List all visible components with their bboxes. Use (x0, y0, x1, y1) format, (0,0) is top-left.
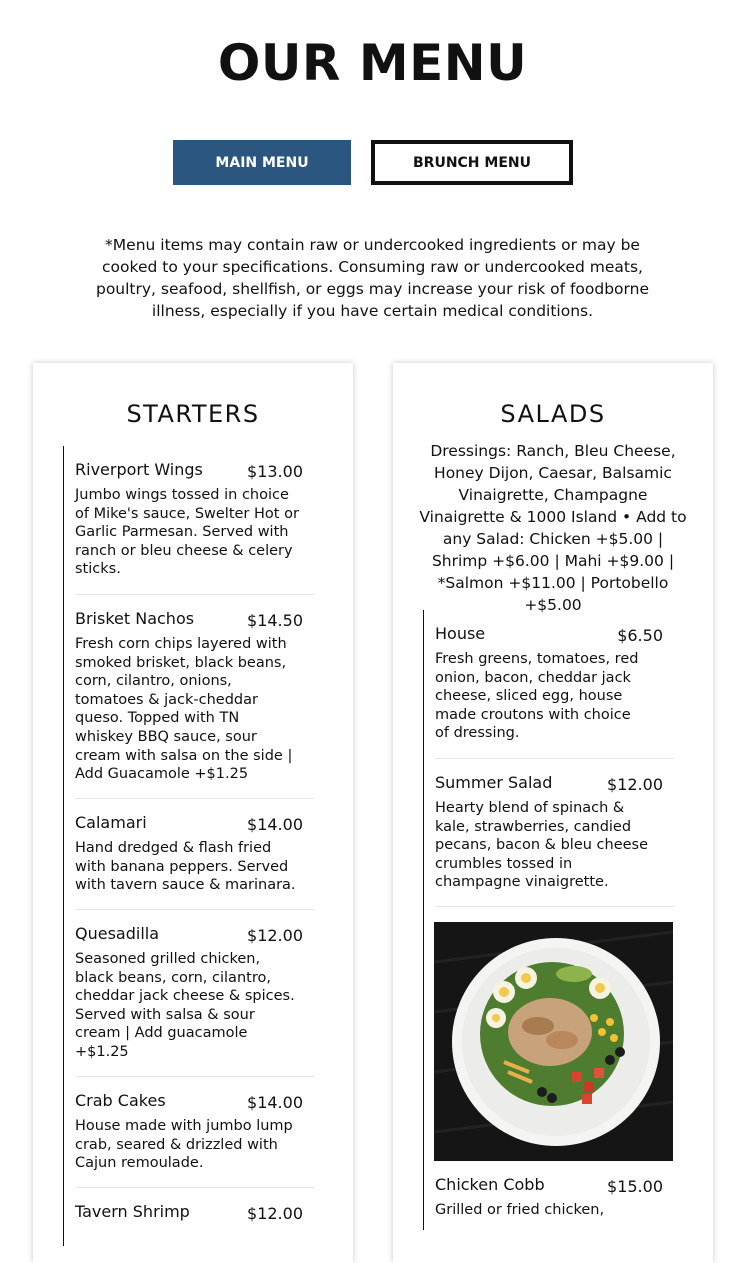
divider (75, 1187, 314, 1188)
page-title: OUR MENU (217, 34, 528, 92)
item-price: $15.00 (607, 1177, 663, 1196)
item-name: Tavern Shrimp (75, 1202, 190, 1221)
salad-dressings-note: Dressings: Ranch, Bleu Cheese, Honey Dijon, Caesar, Balsamic Vinaigrette, Champagne Vinaigrette & 1000 Island • Add to any Salad: Chicken +$5.00 | Shrimp +$6.00 | Mahi +$9.00 | *Salmon +$11.00 | Portobello +$5.00 (419, 442, 687, 614)
item-price: $12.00 (247, 926, 303, 945)
item-price: $14.00 (247, 1093, 303, 1112)
item-description: Seasoned grilled chicken, black beans, corn, cilantro, cheddar jack cheese & spices. Served with salsa & sour cream | Add guacamole +$1.25 (75, 951, 295, 1060)
item-description: Jumbo wings tossed in choice of Mike's sauce, Swelter Hot or Garlic Parmesan. Served with ranch or bleu cheese & celery sticks. (75, 487, 299, 578)
item-description: Fresh corn chips layered with smoked brisket, black beans, corn, cilantro, onions, tomatoes & jack-cheddar queso. Topped with TN whiskey BBQ sauce, sour cream with salsa on the side | Add Guacamole +$1.25 (75, 636, 293, 783)
item-name: Quesadilla (75, 924, 160, 943)
item-price: $12.00 (247, 1204, 303, 1223)
item-description: Hearty blend of spinach & kale, strawberries, candied pecans, bacon & bleu cheese crumbles tossed in champagne vinaigrette. (435, 800, 649, 891)
item-name: Riverport Wings (75, 460, 203, 479)
starters-list (63, 446, 314, 1246)
divider (435, 906, 674, 907)
item-description: Hand dredged & flash fried with banana peppers. Served with tavern sauce & marinara. (75, 840, 296, 894)
item-price: $14.50 (247, 611, 303, 630)
item-name: Chicken Cobb (435, 1175, 545, 1194)
tab-main-menu[interactable]: MAIN MENU (173, 140, 351, 185)
item-name: House (435, 624, 486, 643)
item-name: Calamari (75, 813, 147, 832)
tab-brunch-menu[interactable]: BRUNCH MENU (371, 140, 573, 185)
item-price: $6.50 (617, 626, 663, 645)
item-name: Summer Salad (435, 773, 553, 792)
divider (75, 909, 314, 910)
item-price: $13.00 (247, 462, 303, 481)
salads-title: SALADS (500, 400, 606, 428)
item-description: House made with jumbo lump crab, seared & drizzled with Cajun remoulade. (75, 1118, 293, 1172)
divider (435, 758, 674, 759)
item-name: Crab Cakes (75, 1091, 166, 1110)
starters-title: STARTERS (126, 400, 260, 428)
divider (75, 594, 314, 595)
item-price: $12.00 (607, 775, 663, 794)
item-price: $14.00 (247, 815, 303, 834)
divider (75, 798, 314, 799)
item-description: Grilled or fried chicken, (435, 1202, 605, 1218)
item-name: Brisket Nachos (75, 609, 195, 628)
item-description: Fresh greens, tomatoes, red onion, bacon, cheddar jack cheese, sliced egg, house made croutons with choice of dressing. (435, 651, 639, 742)
menu-disclaimer: *Menu items may contain raw or undercooked ingredients or may be cooked to your specifications. Consuming raw or undercooked meats, poultry, seafood, shellfish, or eggs may increase your risk of foodborne illness, especially if you have certain medical conditions. (95, 236, 650, 320)
salad-bowl-photo (434, 922, 673, 1161)
salad-bowl-image (434, 922, 673, 1161)
divider (75, 1076, 314, 1077)
